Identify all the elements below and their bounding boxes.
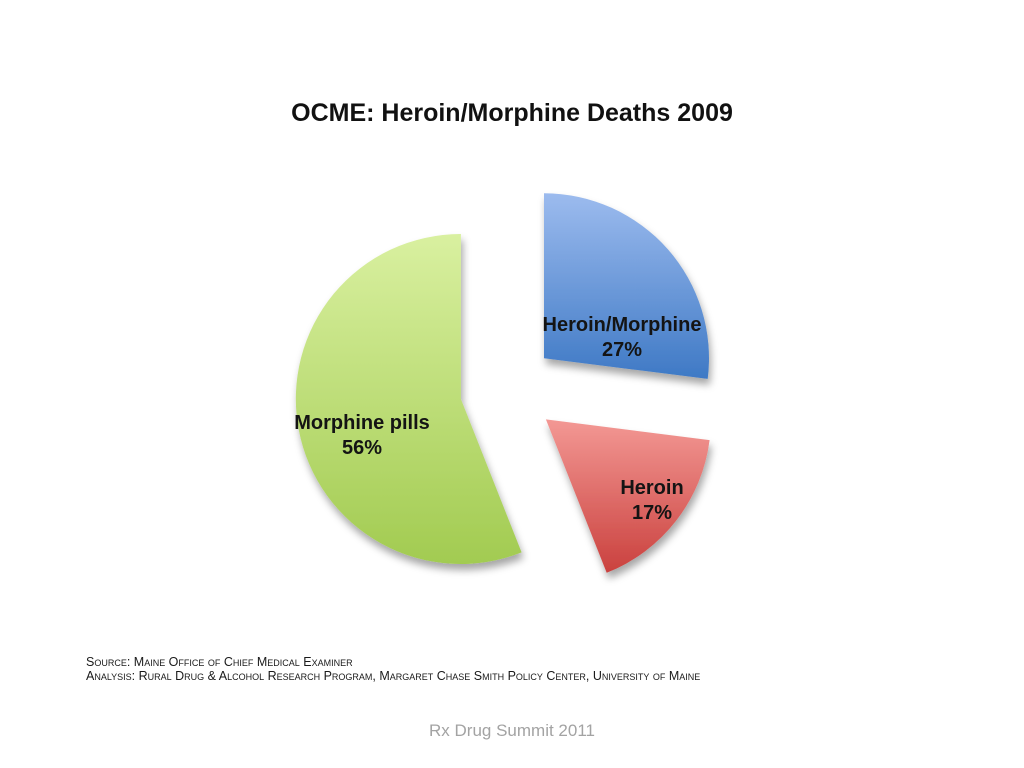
- pie-label-name: Heroin: [620, 477, 684, 499]
- pie-label-name: Heroin/Morphine: [542, 314, 702, 336]
- pie-label-value: 27%: [601, 339, 643, 361]
- pie-slice-heroin: [546, 419, 710, 572]
- footer-text: Rx Drug Summit 2011: [429, 721, 595, 740]
- slide-title: OCME: Heroin/Morphine Deaths 2009: [291, 99, 733, 127]
- analysis-line: Analysis: Rural Drug & Alcohol Research Program, Margaret Chase Smith Policy Center, University of Maine: [86, 669, 701, 683]
- pie-slice-heroin-morphine: [544, 193, 709, 379]
- pie-label-value: 17%: [631, 502, 673, 524]
- source-line: Source: Maine Office of Chief Medical Examiner: [86, 655, 353, 669]
- pie-slice-morphine-pills: [296, 234, 522, 564]
- source-note: [86, 655, 700, 683]
- pie-label-value: 56%: [341, 437, 383, 459]
- pie-label-name: Morphine pills: [294, 412, 430, 434]
